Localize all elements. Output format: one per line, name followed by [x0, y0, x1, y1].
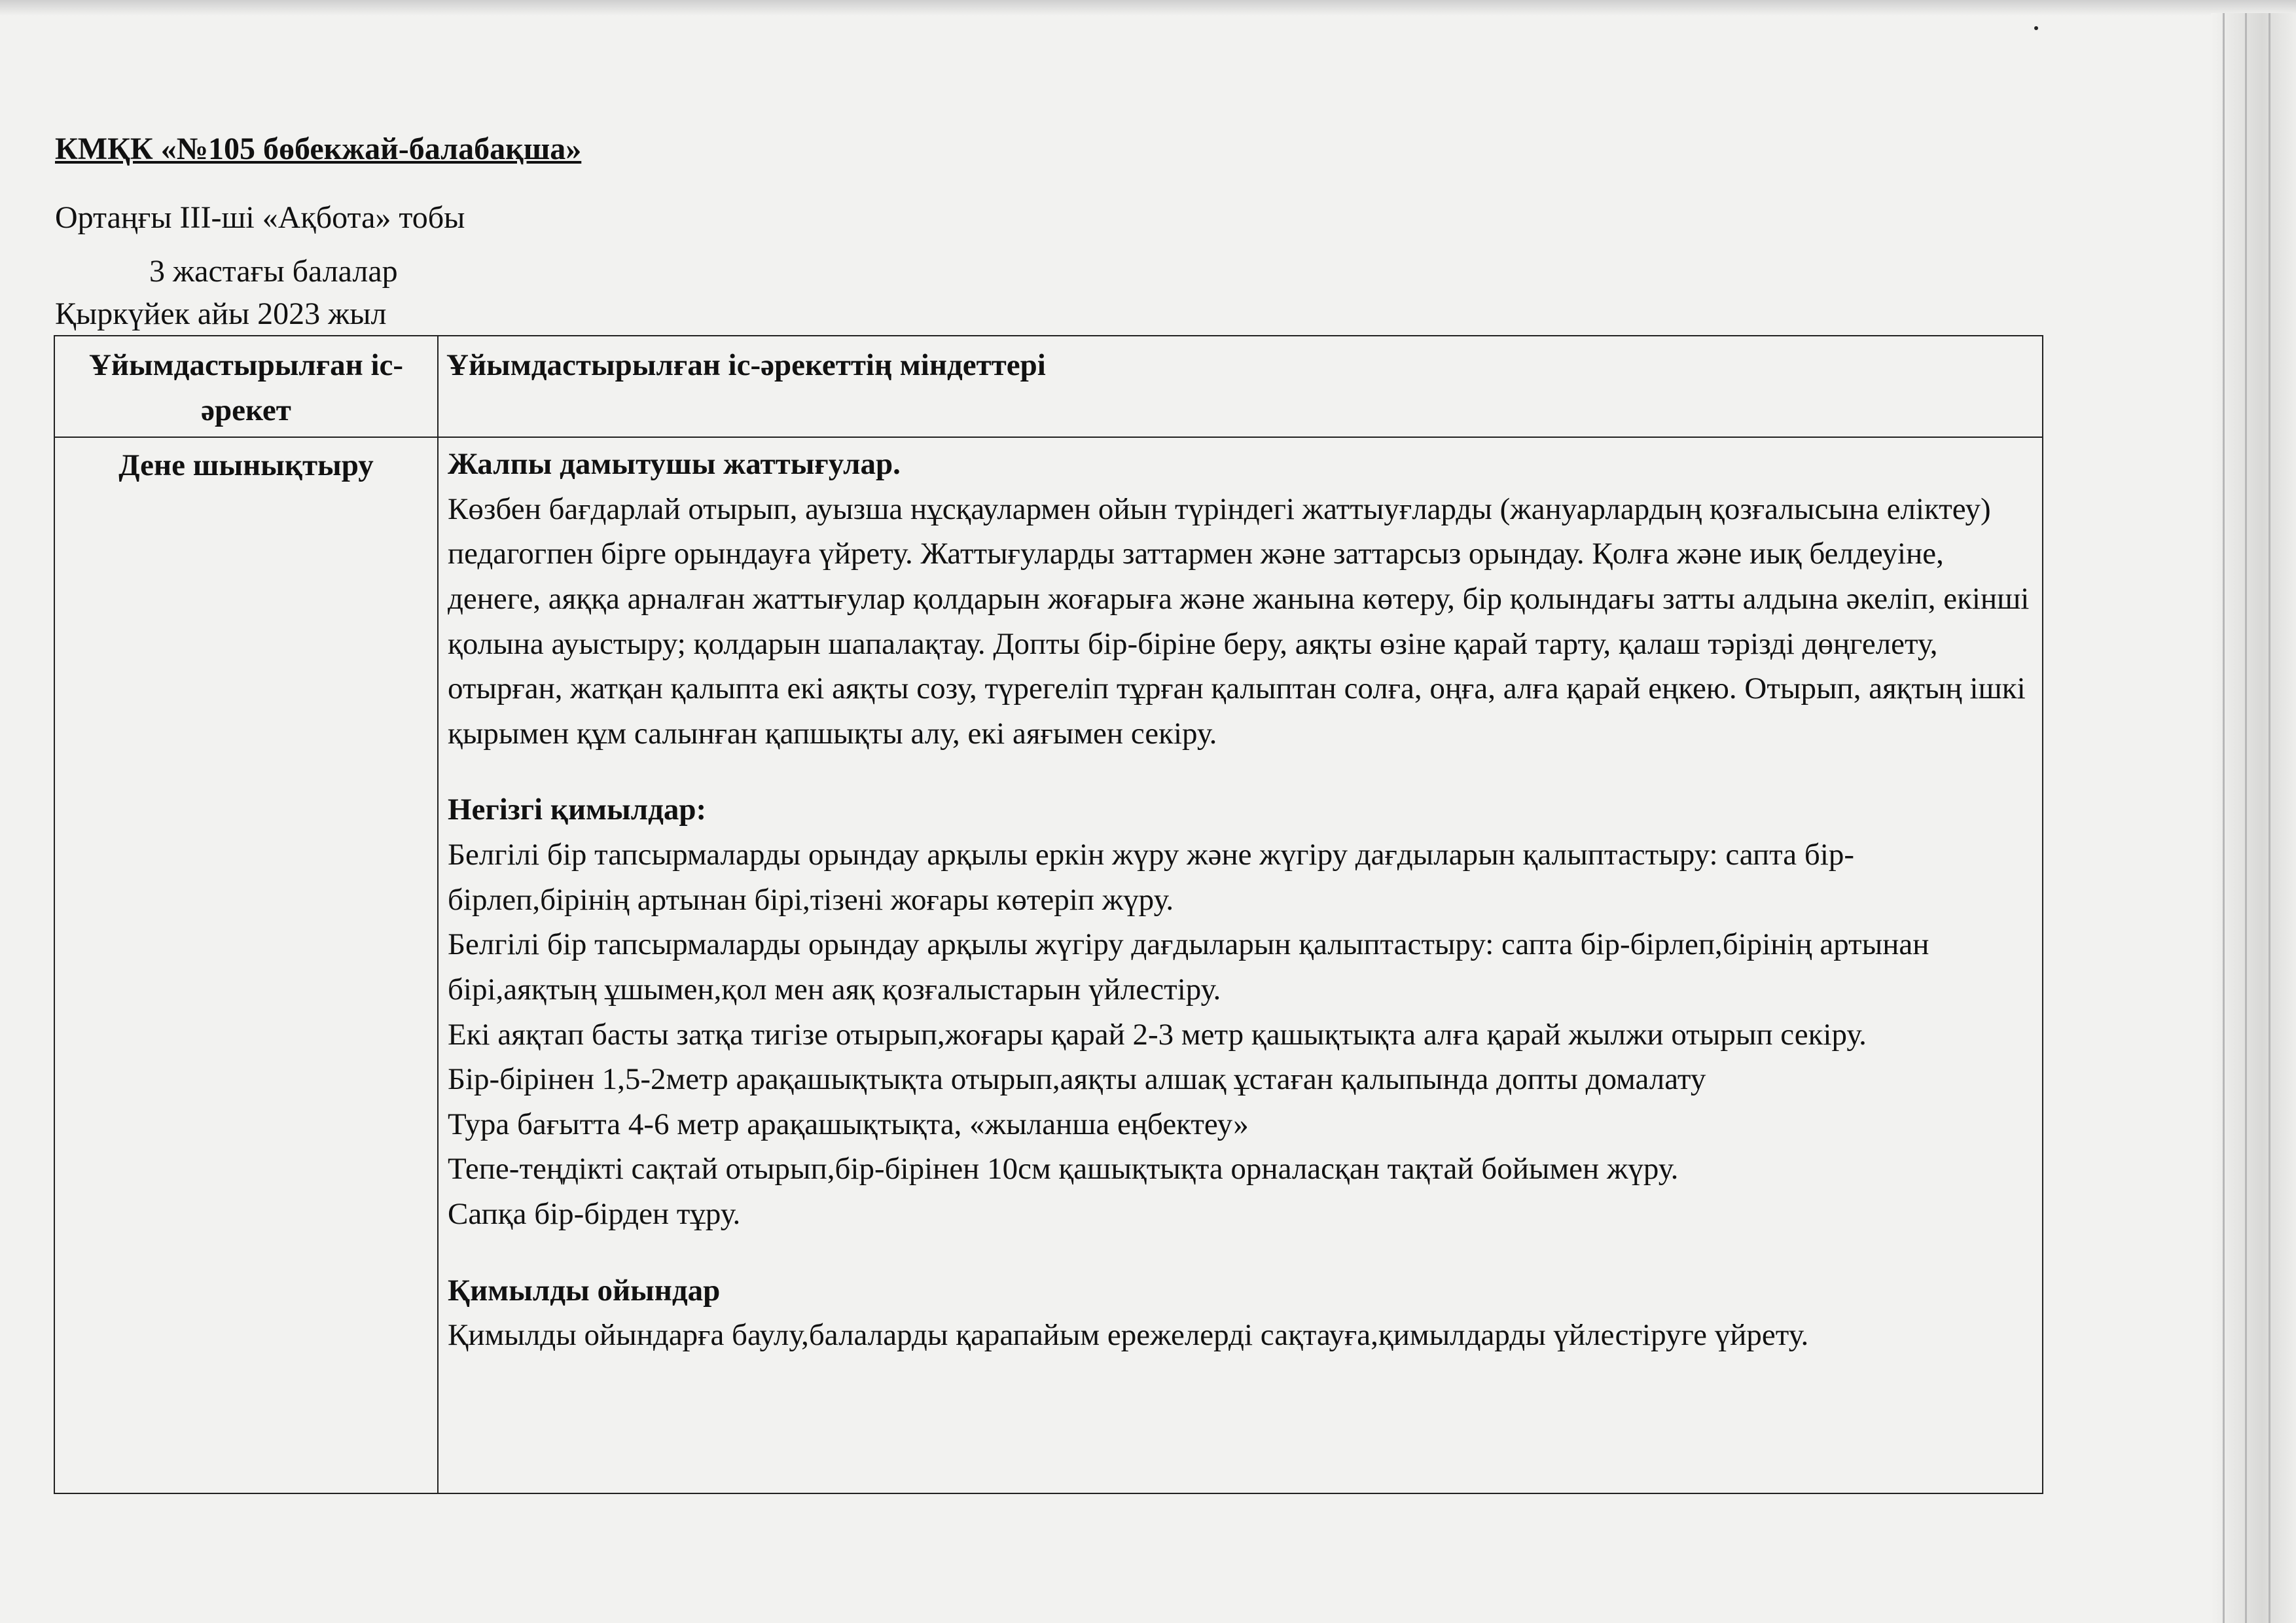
table-header-row [54, 336, 2043, 437]
activity-name: Дене шынықтыру [54, 437, 438, 1493]
section-general-exercises [448, 442, 2033, 756]
activity-plan-table [54, 335, 2043, 1494]
tasks-cell [438, 437, 2043, 1493]
section-text: Екі аяқтап басты затқа тигізе отырып,жоғары қарай 2-3 метр қашықтықта алға қарай жылжи отырып секіру. [448, 1017, 1867, 1052]
section-text: Көзбен бағдарлай отырып, ауызша нұсқаулармен ойын түріндегі жаттыуғларды (жануарлардың қозғалысына еліктеу) педагогпен бірге орындауға үйрету. Жаттығуларды заттармен және заттарсыз орындау. Қолға және иық белдеуіне, денеге, аяққа арналған жаттығулар қолдарын жоғарыға және жанына көтеру, бір қолындағы затты алдына әкеліп, екінші қолына ауыстыру; қолдарын шапалақтау. Допты бір-біріне беру, аяқты өзіне қарай тарту, қалаш тәрізді дөңгелету, отырған, жатқан қалыпта екі аяқты созу, түрегеліп тұрған қалыптан солға, оңға, алға қарай еңкею. Отырып, аяқтың ішкі қырымен құм салынған қапшықты алу, екі аяғымен секіру. [448, 491, 2030, 751]
section-text: Қимылды ойындарға баулу,балаларды қарапайым ережелерді сақтауға,қимылдарды үйлестіруге үйрету. [448, 1318, 1809, 1353]
school-name: КМҚК «№105 бөбекжай-балабақша» [55, 132, 582, 166]
section-title: Қимылды ойындар [448, 1273, 721, 1308]
page-edge-shadow [2211, 13, 2296, 1623]
group-name: Ортаңғы ІІІ-ші «Ақбота» тобы [55, 200, 465, 235]
section-text: Белгілі бір тапсырмаларды орындау арқылы еркін жүру және жүгіру дағдыларын қалыптастыру: сапта бір-бірлеп,бірінің артынан бірі,тізені жоғары көтеріп жүру. [448, 838, 1855, 917]
section-text: Белгілі бір тапсырмаларды орындау арқылы жүгіру дағдыларын қалыптастыру: сапта бір-бірлеп,бірінің артынан бірі,аяқтың ұшымен,қол мен аяқ қозғалыстарын үйлестіру. [448, 927, 1929, 1007]
section-basic-movements [448, 787, 2033, 1236]
section-text: Бір-бірінен 1,5-2метр арақашықтықта отырып,аяқты алшақ ұстаған қалыпында допты домалату [448, 1062, 1706, 1097]
section-title: Жалпы дамытушы жаттығулар. [448, 447, 901, 482]
column-header-activity: Ұйымдастырылған іс-әрекет [54, 336, 438, 437]
section-active-games [448, 1268, 2033, 1358]
month-year: Қыркүйек айы 2023 жыл [55, 296, 387, 331]
page-edge-line [2245, 13, 2247, 1623]
section-text: Тепе-теңдікті сақтай отырып,бір-бірінен 10см қашықтықта орналасқан тақтай бойымен жүру. [448, 1152, 1679, 1186]
column-header-tasks: Ұйымдастырылған іс-әрекеттің міндеттері [438, 336, 2043, 437]
age-group: 3 жастағы балалар [149, 254, 398, 289]
section-text: Сапқа бір-бірден тұру. [448, 1196, 741, 1231]
table-row [54, 437, 2043, 1493]
page-edge-line [2223, 13, 2225, 1623]
scan-dot [2034, 26, 2038, 30]
page-edge-line [2269, 13, 2270, 1623]
section-title: Негізгі қимылдар: [448, 793, 707, 827]
section-text: Тура бағытта 4-6 метр арақашықтықта, «жыланша еңбектеу» [448, 1107, 1249, 1141]
scan-top-shadow [0, 0, 2296, 16]
